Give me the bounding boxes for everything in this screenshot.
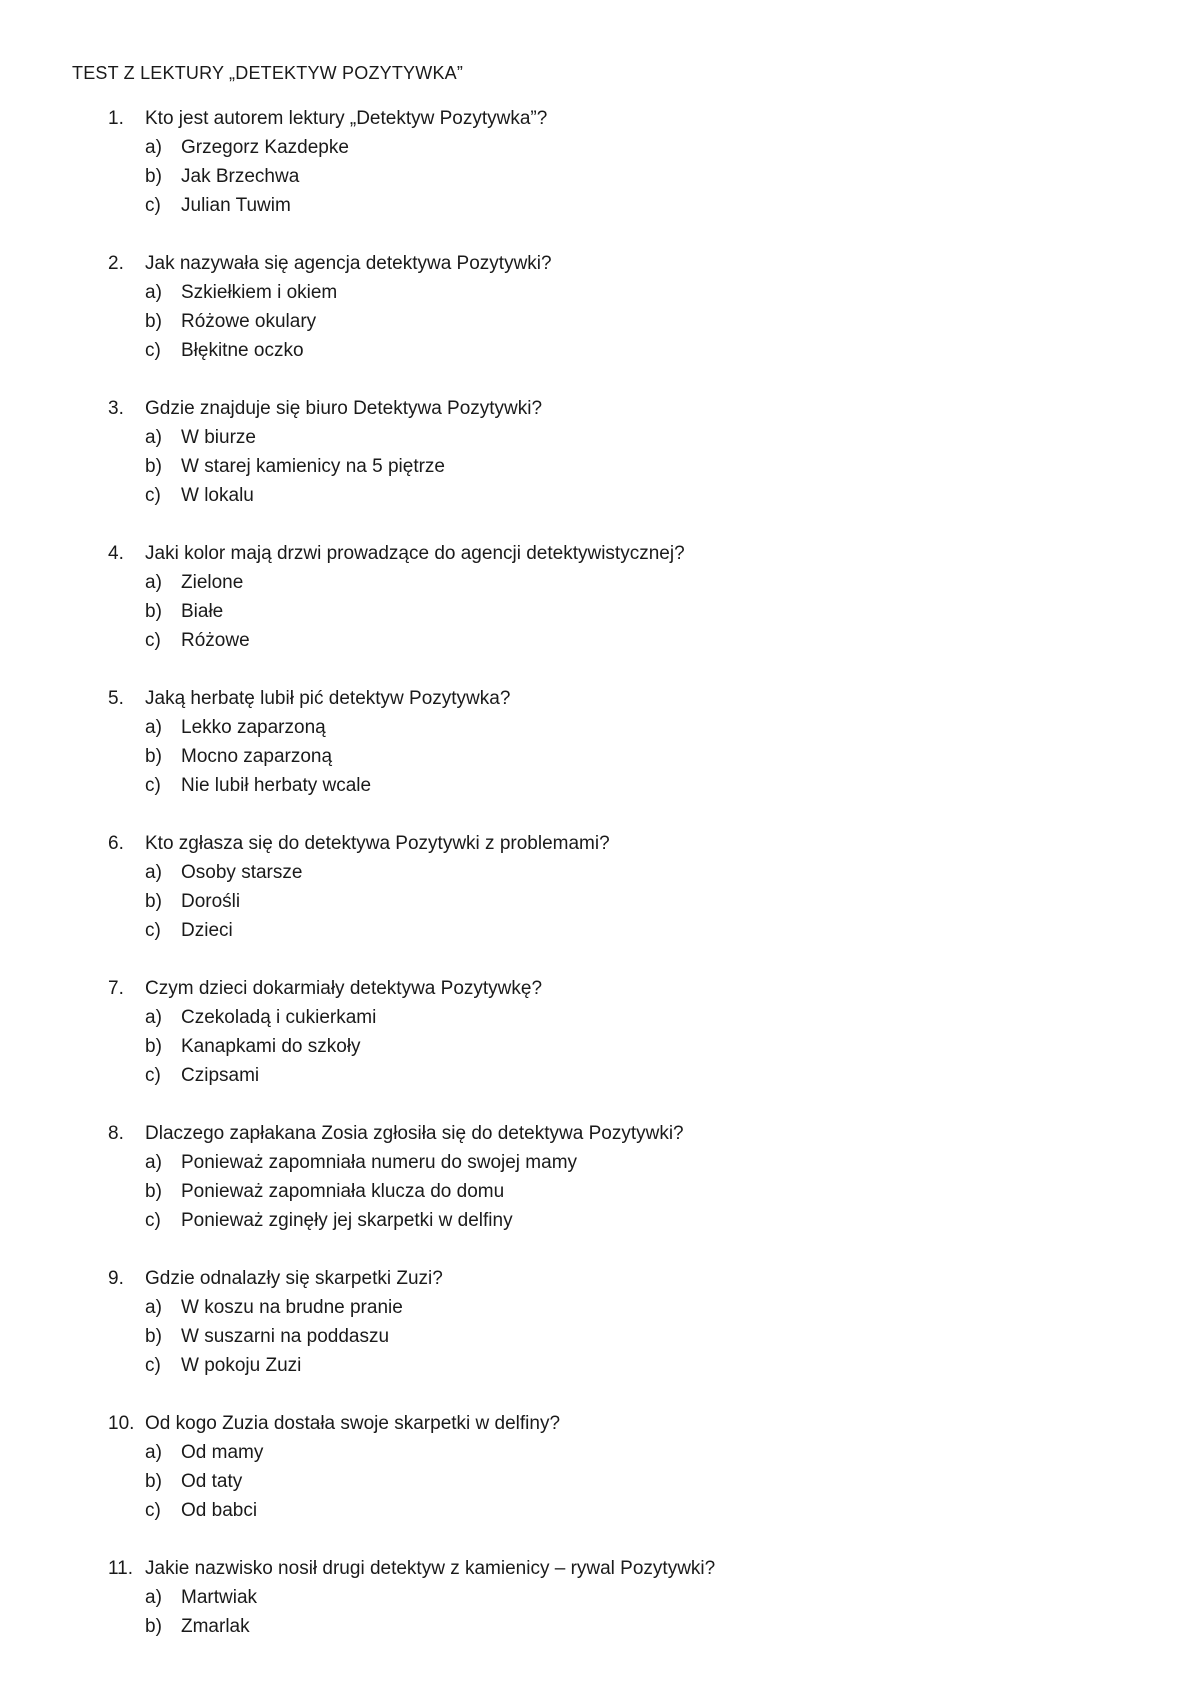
answer-letter: b) bbox=[145, 746, 162, 767]
answer-text: Czekoladą i cukierkami bbox=[181, 1007, 377, 1028]
answer-text: Grzegorz Kazdepke bbox=[181, 137, 349, 158]
answer-option bbox=[0, 742, 1200, 771]
answer-list bbox=[0, 568, 1200, 655]
answer-option bbox=[0, 1177, 1200, 1206]
answer-list bbox=[0, 713, 1200, 800]
question-number: 4. bbox=[108, 543, 124, 564]
answer-text: Martwiak bbox=[181, 1587, 258, 1608]
question-line bbox=[0, 1264, 1200, 1293]
question-item bbox=[0, 829, 1200, 945]
answer-text: Czipsami bbox=[181, 1065, 260, 1086]
question-line bbox=[0, 1554, 1200, 1583]
answer-text: Nie lubił herbaty wcale bbox=[181, 775, 372, 796]
answer-text: Zmarlak bbox=[181, 1616, 250, 1637]
answer-text: Lekko zaparzoną bbox=[181, 717, 326, 738]
answer-option bbox=[0, 452, 1200, 481]
answer-letter: c) bbox=[145, 1355, 161, 1376]
answer-letter: b) bbox=[145, 601, 162, 622]
answer-option bbox=[0, 916, 1200, 945]
answer-text: Od taty bbox=[181, 1471, 243, 1492]
question-item bbox=[0, 1409, 1200, 1525]
answer-option bbox=[0, 481, 1200, 510]
answer-option bbox=[0, 1003, 1200, 1032]
answer-option bbox=[0, 278, 1200, 307]
answer-option bbox=[0, 1583, 1200, 1612]
question-text: Jakie nazwisko nosił drugi detektyw z kamienicy – rywal Pozytywki? bbox=[145, 1558, 716, 1579]
answer-text: Jak Brzechwa bbox=[181, 166, 300, 187]
answer-letter: a) bbox=[145, 1007, 162, 1028]
question-text: Gdzie odnalazły się skarpetki Zuzi? bbox=[145, 1268, 443, 1289]
question-text: Gdzie znajduje się biuro Detektywa Pozytywki? bbox=[145, 398, 543, 419]
question-line bbox=[0, 394, 1200, 423]
question-item bbox=[0, 394, 1200, 510]
answer-option bbox=[0, 1032, 1200, 1061]
answer-text: Różowe okulary bbox=[181, 311, 317, 332]
answer-letter: b) bbox=[145, 1616, 162, 1637]
answer-option bbox=[0, 1293, 1200, 1322]
question-text: Czym dzieci dokarmiały detektywa Pozytywkę? bbox=[145, 978, 543, 999]
answer-letter: c) bbox=[145, 1210, 161, 1231]
answer-letter: b) bbox=[145, 1471, 162, 1492]
question-number: 9. bbox=[108, 1268, 124, 1289]
question-item bbox=[0, 1264, 1200, 1380]
answer-text: W suszarni na poddaszu bbox=[181, 1326, 390, 1347]
answer-letter: c) bbox=[145, 1500, 161, 1521]
answer-option bbox=[0, 1496, 1200, 1525]
answer-text: Szkiełkiem i okiem bbox=[181, 282, 338, 303]
question-item bbox=[0, 1554, 1200, 1641]
answer-option bbox=[0, 336, 1200, 365]
answer-option bbox=[0, 191, 1200, 220]
answer-letter: a) bbox=[145, 1297, 162, 1318]
answer-letter: a) bbox=[145, 137, 162, 158]
question-text: Jak nazywała się agencja detektywa Pozytywki? bbox=[145, 253, 552, 274]
answer-option bbox=[0, 626, 1200, 655]
answer-option bbox=[0, 133, 1200, 162]
answer-text: Osoby starsze bbox=[181, 862, 303, 883]
answer-letter: c) bbox=[145, 775, 161, 796]
answer-option bbox=[0, 423, 1200, 452]
question-line bbox=[0, 104, 1200, 133]
question-number: 7. bbox=[108, 978, 124, 999]
question-number: 8. bbox=[108, 1123, 124, 1144]
question-line bbox=[0, 539, 1200, 568]
answer-text: Białe bbox=[181, 601, 224, 622]
answer-letter: b) bbox=[145, 891, 162, 912]
answer-text: Ponieważ zapomniała numeru do swojej mamy bbox=[181, 1152, 578, 1173]
answer-option bbox=[0, 1148, 1200, 1177]
answer-list bbox=[0, 858, 1200, 945]
answer-letter: b) bbox=[145, 456, 162, 477]
question-number: 10. bbox=[108, 1413, 135, 1434]
question-line bbox=[0, 974, 1200, 1003]
answer-option bbox=[0, 597, 1200, 626]
answer-letter: c) bbox=[145, 920, 161, 941]
answer-text: Julian Tuwim bbox=[181, 195, 291, 216]
answer-text: W biurze bbox=[181, 427, 256, 448]
answer-letter: a) bbox=[145, 1587, 162, 1608]
question-line bbox=[0, 249, 1200, 278]
question-number: 2. bbox=[108, 253, 124, 274]
answer-text: Mocno zaparzoną bbox=[181, 746, 333, 767]
question-item bbox=[0, 1119, 1200, 1235]
question-number: 1. bbox=[108, 108, 124, 129]
answer-letter: a) bbox=[145, 1152, 162, 1173]
answer-option bbox=[0, 887, 1200, 916]
answer-option bbox=[0, 1351, 1200, 1380]
answer-option bbox=[0, 1612, 1200, 1641]
answer-text: Od babci bbox=[181, 1500, 258, 1521]
answer-list bbox=[0, 1583, 1200, 1641]
answer-option bbox=[0, 568, 1200, 597]
answer-text: Ponieważ zapomniała klucza do domu bbox=[181, 1181, 505, 1202]
answer-letter: b) bbox=[145, 1036, 162, 1057]
answer-option bbox=[0, 1322, 1200, 1351]
answer-text: Błękitne oczko bbox=[181, 340, 304, 361]
question-line bbox=[0, 1409, 1200, 1438]
question-text: Jaki kolor mają drzwi prowadzące do agencji detektywistycznej? bbox=[145, 543, 685, 564]
question-line bbox=[0, 684, 1200, 713]
answer-option bbox=[0, 1438, 1200, 1467]
answer-option bbox=[0, 1206, 1200, 1235]
answer-text: Kanapkami do szkoły bbox=[181, 1036, 361, 1057]
answer-text: W koszu na brudne pranie bbox=[181, 1297, 403, 1318]
page-title: TEST Z LEKTURY „DETEKTYW POZYTYWKA” bbox=[72, 63, 464, 83]
question-text: Kto jest autorem lektury „Detektyw Pozytywka”? bbox=[145, 108, 548, 129]
answer-option bbox=[0, 162, 1200, 191]
answer-letter: a) bbox=[145, 427, 162, 448]
question-text: Jaką herbatę lubił pić detektyw Pozytywka? bbox=[145, 688, 511, 709]
answer-letter: c) bbox=[145, 485, 161, 506]
question-item bbox=[0, 249, 1200, 365]
answer-option bbox=[0, 1467, 1200, 1496]
answer-text: Dorośli bbox=[181, 891, 241, 912]
answer-letter: a) bbox=[145, 717, 162, 738]
answer-list bbox=[0, 1438, 1200, 1525]
answer-text: W pokoju Zuzi bbox=[181, 1355, 302, 1376]
answer-letter: a) bbox=[145, 282, 162, 303]
question-text: Kto zgłasza się do detektywa Pozytywki z problemami? bbox=[145, 833, 610, 854]
answer-list bbox=[0, 133, 1200, 220]
question-item bbox=[0, 974, 1200, 1090]
question-text: Od kogo Zuzia dostała swoje skarpetki w delfiny? bbox=[145, 1413, 561, 1434]
answer-letter: b) bbox=[145, 1181, 162, 1202]
question-number: 6. bbox=[108, 833, 124, 854]
answer-list bbox=[0, 278, 1200, 365]
question-item bbox=[0, 104, 1200, 220]
answer-text: Dzieci bbox=[181, 920, 233, 941]
answer-letter: a) bbox=[145, 862, 162, 883]
answer-letter: c) bbox=[145, 340, 161, 361]
answer-text: Od mamy bbox=[181, 1442, 264, 1463]
answer-option bbox=[0, 771, 1200, 800]
question-line bbox=[0, 829, 1200, 858]
answer-letter: b) bbox=[145, 1326, 162, 1347]
answer-letter: a) bbox=[145, 572, 162, 593]
answer-letter: b) bbox=[145, 311, 162, 332]
answer-list bbox=[0, 423, 1200, 510]
answer-text: Zielone bbox=[181, 572, 244, 593]
question-text: Dlaczego zapłakana Zosia zgłosiła się do detektywa Pozytywki? bbox=[145, 1123, 684, 1144]
answer-letter: c) bbox=[145, 1065, 161, 1086]
question-number: 3. bbox=[108, 398, 124, 419]
answer-option bbox=[0, 307, 1200, 336]
answer-text: Ponieważ zginęły jej skarpetki w delfiny bbox=[181, 1210, 513, 1231]
answer-letter: b) bbox=[145, 166, 162, 187]
answer-letter: a) bbox=[145, 1442, 162, 1463]
answer-option bbox=[0, 713, 1200, 742]
answer-text: W lokalu bbox=[181, 485, 254, 506]
question-item bbox=[0, 684, 1200, 800]
answer-list bbox=[0, 1293, 1200, 1380]
answer-letter: c) bbox=[145, 195, 161, 216]
question-number: 5. bbox=[108, 688, 124, 709]
answer-option bbox=[0, 1061, 1200, 1090]
answer-text: W starej kamienicy na 5 piętrze bbox=[181, 456, 445, 477]
answer-list bbox=[0, 1148, 1200, 1235]
answer-option bbox=[0, 858, 1200, 887]
question-list bbox=[0, 104, 1200, 1670]
answer-list bbox=[0, 1003, 1200, 1090]
answer-text: Różowe bbox=[181, 630, 250, 651]
question-line bbox=[0, 1119, 1200, 1148]
question-item bbox=[0, 539, 1200, 655]
question-number: 11. bbox=[108, 1558, 134, 1579]
answer-letter: c) bbox=[145, 630, 161, 651]
